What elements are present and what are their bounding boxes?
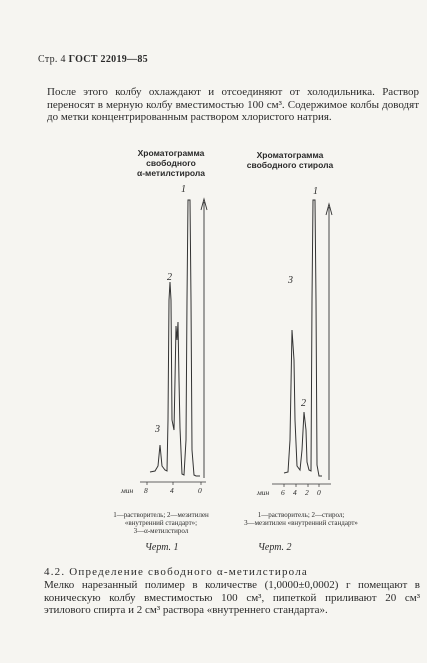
figure1-caption-line: свободного	[146, 158, 196, 168]
figure2-label: Черт. 2	[258, 542, 292, 553]
figure2-caption-line: Хроматограмма	[256, 150, 324, 160]
fig2-peak-label-2: 2	[301, 398, 306, 409]
chromatogram-1-trace	[140, 199, 207, 485]
figure1-legend	[102, 511, 220, 535]
fig1-tick-label: 4	[170, 486, 174, 495]
figure1-label: Черт. 1	[145, 542, 179, 553]
fig2-peak-label-3: 3	[288, 275, 293, 286]
figure2-legend	[238, 511, 364, 527]
standard-number: ГОСТ 22019—85	[68, 54, 148, 65]
fig1-peak-label-2: 2	[167, 272, 172, 283]
paragraph-intro: После этого колбу охлаждают и отсоединяют от холодильника. Раствор переносят в мерную колбу вместимостью 100 см³. Содержимое колбы доводят до метки концентрированным раствором хлористого натрия.	[47, 86, 419, 123]
fig2-axis-unit: мин	[257, 488, 270, 497]
fig1-tick-label: 8	[144, 486, 148, 495]
figure1-caption-line: α-метилстирола	[136, 168, 206, 178]
chromatogram-2-trace	[272, 200, 332, 487]
fig1-axis-unit: мин	[121, 486, 134, 495]
paragraph-method: Мелко нарезанный полимер в количестве (1,0000±0,0002) г помещают в коническую колбу вместимостью 100 см³, пипеткой приливают 20 см³ этилового спирта и 2 см³ раствора «внутреннего стандарта».	[44, 579, 420, 616]
page-number: Стр. 4	[38, 54, 66, 65]
fig2-tick-label: 4	[293, 488, 297, 497]
figure2-legend-line: 3—мезитилен «внутренний стандарт»	[244, 519, 358, 527]
figure1-caption-line: Хроматограмма	[137, 148, 205, 158]
fig2-tick-label: 0	[317, 488, 321, 497]
fig2-peak-label-1: 1	[313, 186, 318, 197]
fig1-peak-label-1: 1	[181, 184, 186, 195]
figure1-legend-line: 1—растворитель; 2—мезитилен «внутренний стандарт»;	[113, 511, 209, 527]
figure2-caption-line: свободного стирола	[246, 160, 334, 170]
fig2-tick-label: 2	[305, 488, 309, 497]
fig2-tick-label: 6	[281, 488, 285, 497]
figure2-legend-line: 1—растворитель; 2—стирол;	[257, 511, 345, 519]
fig1-tick-label: 0	[198, 486, 202, 495]
section-title: 4.2. Определение свободного α-метилстирола	[44, 566, 308, 578]
fig1-peak-label-3: 3	[155, 424, 160, 435]
figure1-legend-line: 3—α-метилстирол	[133, 527, 189, 535]
chromatogram-2-curve	[284, 200, 322, 476]
